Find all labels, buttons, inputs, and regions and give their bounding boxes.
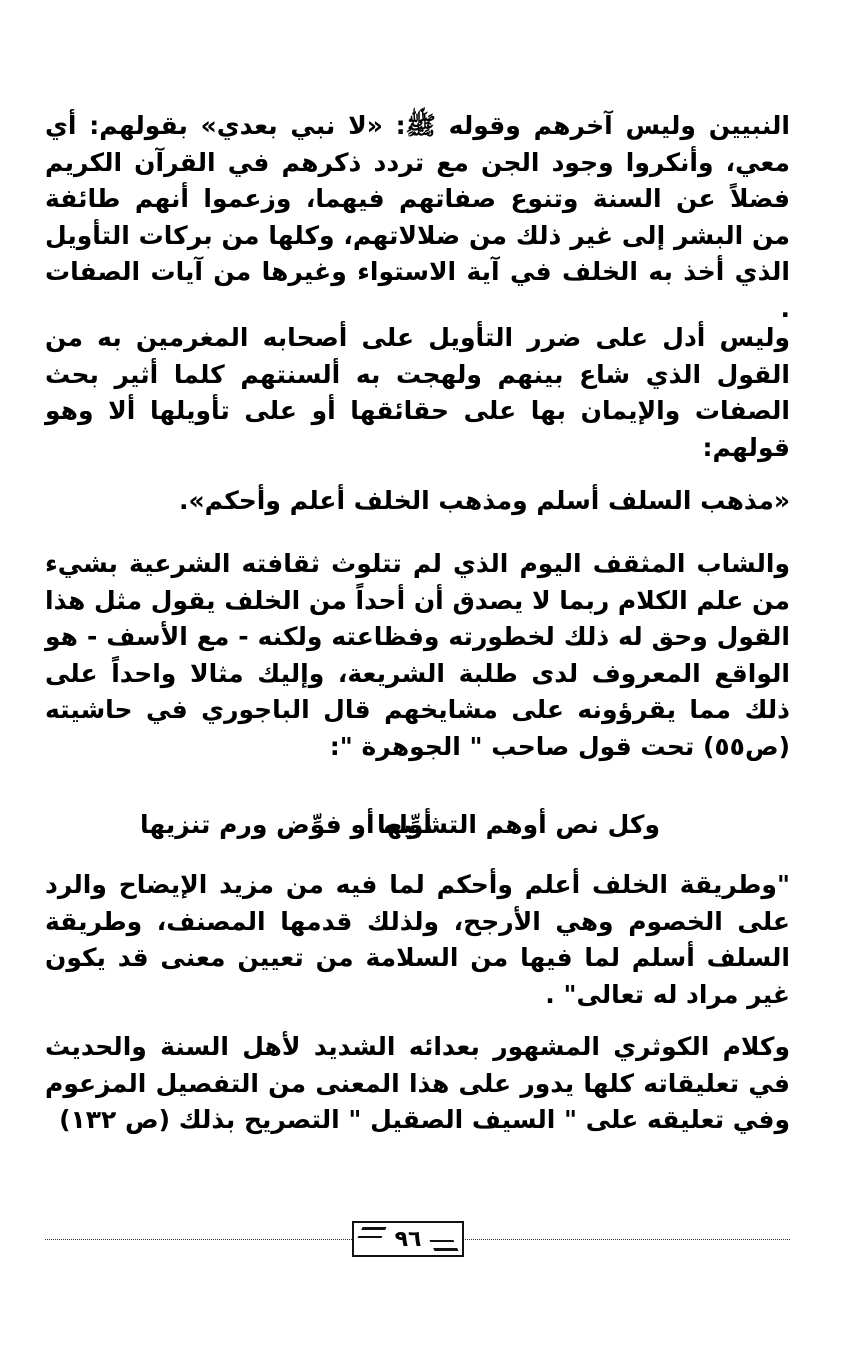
page-number-frame bbox=[352, 1221, 464, 1257]
paragraph-4: وكلام الكوثري المشهور بعدائه الشديد لأهل السنة والحديث في تعليقاته كلها يدور على هذا المعنى من التفصيل المزعوم وفي تعليقه على " السيف الصقيل " التصريح بذلك (ص ١٣٢) bbox=[45, 1032, 790, 1134]
paragraph-2: وليس أدل على ضرر التأويل على أصحابه المغرمين به من القول الذي شاع بينهم ولهجت به ألسنتهم كلما أثير بحث الصفات والإيمان بها على حقائقها أو على تأويلها ألا وهو قولهم: bbox=[45, 323, 790, 462]
verse-second-hemistich: أوِّله أو فوِّض ورم تنزيها bbox=[140, 810, 432, 839]
bajuri-quote: "وطريقة الخلف أعلم وأحكم لما فيه من مزيد الإيضاح والرد على الخصوم وهي الأرجح، ولذلك قدمها المصنف، وطريقة السلف أسلم لما فيها من السلامة من تعيين معنى قد يكون غير مراد له تعالى" . bbox=[45, 870, 790, 1009]
paragraph-1: النبيين وليس آخرهم وقوله ﷺ: «لا نبي بعدي» بقولهم: أي معي، وأنكروا وجود الجن مع تردد ذكرهم في القرآن الكريم فضلاً عن السنة وتنوع صفاتهم فيهما، وزعموا أنهم طائفة من البشر إلى غير ذلك من ضلالاتهم، وكلها من بركات التأويل الذي أخذ به الخلف في آية الاستواء وغيرها من آيات الصفات . bbox=[45, 111, 790, 323]
poetry-verse bbox=[140, 807, 660, 843]
quoted-saying: «مذهب السلف أسلم ومذهب الخلف أعلم وأحكم». bbox=[178, 486, 790, 515]
verse-first-hemistich: وكل نص أوهم التشبيها bbox=[377, 810, 660, 839]
page-number: ٩٦ bbox=[394, 1227, 422, 1252]
paragraph-3: والشاب المثقف اليوم الذي لم تتلوث ثقافته الشرعية بشيء من علم الكلام ربما لا يصدق أن أحداً من الخلف يقول مثل هذا القول وحق له ذلك لخطورته وفظاعته ولكنه - مع الأسف - هو الواقع المعروف لدى طلبة الشريعة، وإليك مثالا واحداً على ذلك مما يقرؤونه على مشايخهم قال الباجوري في حاشيته (ص٥٥) تحت قول صاحب " الجوهرة ": bbox=[45, 549, 790, 761]
